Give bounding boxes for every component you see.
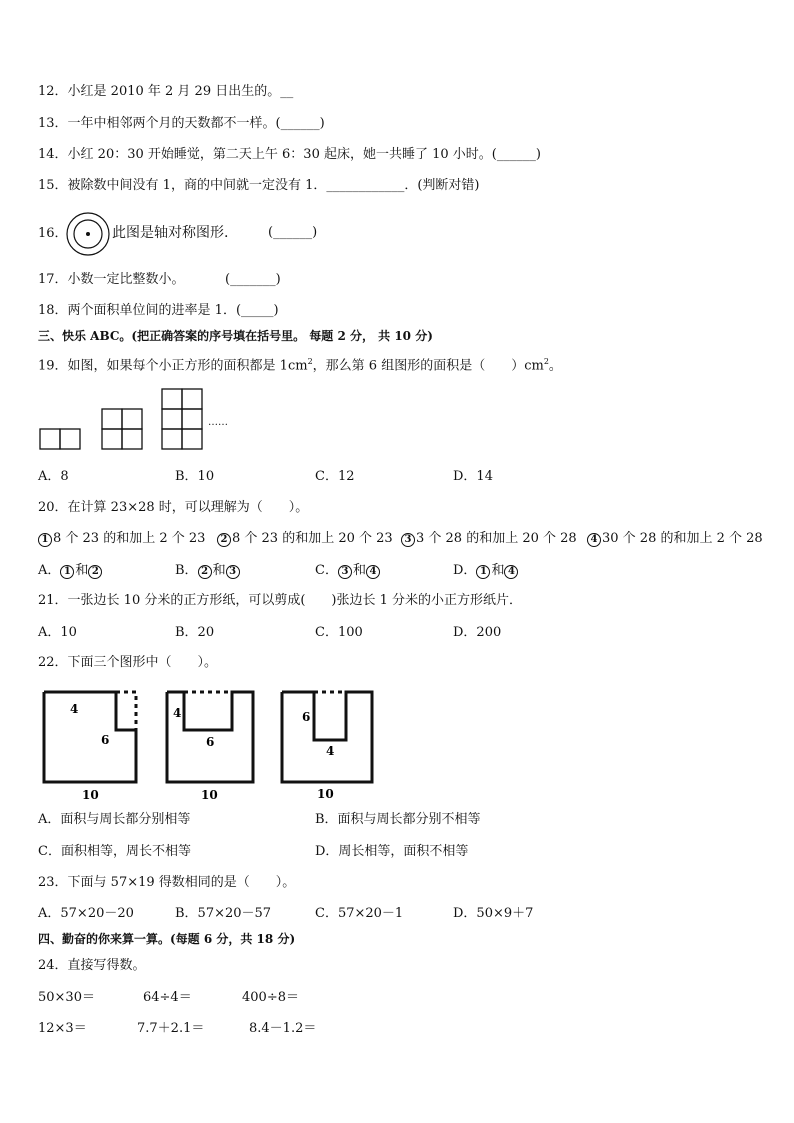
section-4-title: 四、勤奋的你来算一算。(每题 6 分，共 18 分) (38, 932, 296, 946)
q19-text-a: 19．如图，如果每个小正方形的面积都是 1cm (38, 358, 308, 374)
q19-option-d[interactable]: D．14 (453, 469, 493, 484)
question-17-blank[interactable]: (_______) (225, 272, 281, 287)
question-12: 12．小红是 2010 年 2 月 29 日出生的。__ (38, 84, 294, 99)
question-17: 17．小数一定比整数小。 (38, 272, 185, 287)
question-20: 20．在计算 23×28 时，可以理解为（ ）。 (38, 500, 309, 515)
question-24: 24．直接写得数。 (38, 958, 146, 973)
q20-item-1 (38, 530, 205, 548)
question-18: 18．两个面积单位间的进率是 1．(_____) (38, 303, 279, 318)
question-22: 22．下面三个图形中（ ）。 (38, 655, 218, 670)
q20-option-a[interactable] (38, 562, 103, 580)
q19-ellipsis: …… (208, 417, 228, 428)
option-and: 和 (352, 563, 366, 578)
question-16-blank[interactable]: (______) (268, 225, 318, 240)
fig3-label-inner: 4 (326, 744, 335, 758)
option-label: B． (175, 563, 198, 578)
q19-text-c: 。 (548, 358, 562, 374)
q21-option-b[interactable]: B．20 (175, 625, 215, 640)
q20-option-c[interactable] (315, 562, 381, 580)
circled-number: 1 (60, 565, 74, 579)
fig1-label-inner: 6 (101, 733, 110, 747)
q21-option-a[interactable]: A．10 (38, 625, 77, 640)
q20-option-b[interactable] (175, 562, 241, 580)
fig3-label-side: 6 (302, 710, 311, 724)
circled-number: 1 (38, 533, 52, 547)
fig2-label-side: 4 (173, 706, 182, 720)
q20-item-text: 8 个 23 的和加上 20 个 23 (232, 531, 393, 546)
q20-item-3 (401, 530, 577, 548)
question-16-text: 此图是轴对称图形. (112, 225, 229, 241)
question-16-number: 16． (38, 226, 68, 241)
circled-number: 4 (504, 565, 518, 579)
circled-number: 2 (198, 565, 212, 579)
question-15: 15．被除数中间没有 1，商的中间就一定没有 1．____________．(判断对错) (38, 178, 480, 193)
q22-option-a[interactable]: A．面积与周长都分别相等 (38, 812, 191, 827)
section-3-title: 三、快乐 ABC。(把正确答案的序号填在括号里。 每题 2 分， 共 10 分) (38, 329, 433, 343)
fig1-label-side: 4 (70, 702, 79, 716)
q22-option-d[interactable]: D．周长相等，面积不相等 (315, 844, 469, 859)
fig2-label-inner: 6 (206, 735, 215, 749)
question-19 (38, 353, 562, 375)
q22-figures (36, 686, 386, 806)
option-and: 和 (491, 563, 505, 578)
calc-2: 64÷4＝ (143, 990, 192, 1005)
q23-option-a[interactable]: A．57×20－20 (38, 906, 134, 921)
circled-number: 2 (88, 565, 102, 579)
circled-number: 3 (401, 533, 415, 547)
calc-3: 400÷8＝ (242, 990, 299, 1005)
fig1-label-bottom: 10 (82, 788, 99, 802)
q20-item-4 (587, 530, 763, 548)
option-and: 和 (212, 563, 226, 578)
question-14: 14．小红 20：30 开始睡觉，第二天上午 6：30 起床，她一共睡了 10 小时。(______) (38, 147, 541, 162)
option-label: A． (38, 563, 61, 578)
q20-item-2 (217, 530, 393, 548)
calc-4: 12×3＝ (38, 1021, 87, 1036)
q19-option-a[interactable]: A．8 (38, 469, 69, 484)
q20-item-text: 30 个 28 的和加上 2 个 28 (602, 531, 763, 546)
question-23: 23．下面与 57×19 得数相同的是（ ）。 (38, 875, 296, 890)
q21-option-d[interactable]: D．200 (453, 625, 502, 640)
circled-number: 4 (366, 565, 380, 579)
q23-option-d[interactable]: D．50×9＋7 (453, 906, 534, 921)
fig2-label-bottom: 10 (201, 788, 218, 802)
q19-option-c[interactable]: C．12 (315, 469, 355, 484)
circled-number: 3 (338, 565, 352, 579)
q19-sup-1: 2 (307, 357, 313, 366)
option-label: C． (315, 563, 338, 578)
q20-option-d[interactable] (453, 562, 519, 580)
q23-option-c[interactable]: C．57×20－1 (315, 906, 404, 921)
q19-sup-2: 2 (543, 357, 549, 366)
option-label: D． (453, 563, 477, 578)
option-and: 和 (75, 563, 89, 578)
circled-number: 1 (476, 565, 490, 579)
concentric-circles-figure (65, 211, 111, 257)
calc-1: 50×30＝ (38, 990, 95, 1005)
circled-number: 2 (217, 533, 231, 547)
q19-option-b[interactable]: B．10 (175, 469, 215, 484)
q20-item-text: 8 个 23 的和加上 2 个 23 (53, 531, 206, 546)
q21-option-c[interactable]: C．100 (315, 625, 363, 640)
question-13: 13．一年中相邻两个月的天数都不一样。(______) (38, 116, 325, 131)
q20-item-text: 3 个 28 的和加上 20 个 28 (416, 531, 577, 546)
q23-option-b[interactable]: B．57×20－57 (175, 906, 272, 921)
q22-option-b[interactable]: B．面积与周长都分别不相等 (315, 812, 481, 827)
calc-5: 7.7＋2.1＝ (137, 1021, 205, 1036)
fig3-label-bottom: 10 (317, 787, 334, 801)
question-21: 21．一张边长 10 分米的正方形纸，可以剪成( )张边长 1 分米的小正方形纸片． (38, 593, 523, 608)
circled-number: 3 (226, 565, 240, 579)
circled-number: 4 (587, 533, 601, 547)
q22-option-c[interactable]: C．面积相等，周长不相等 (38, 844, 191, 859)
q19-text-b: ，那么第 6 组图形的面积是（ ）cm (312, 358, 544, 374)
calc-6: 8.4－1.2＝ (249, 1021, 317, 1036)
